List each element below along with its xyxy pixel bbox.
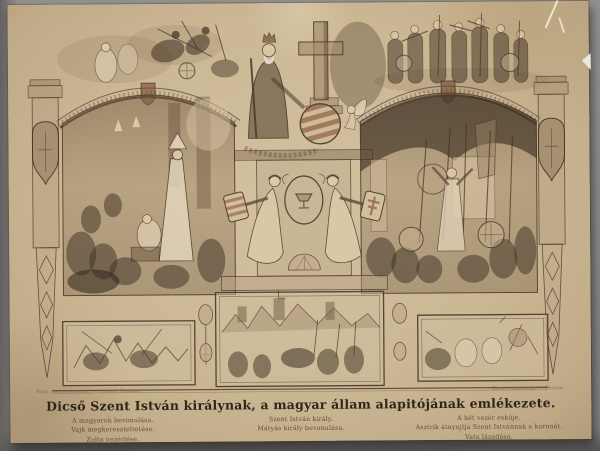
print-title: Dicső Szent István királynak, a magyar állam alapitójának emlékezete. <box>46 395 556 414</box>
caption-column-center <box>197 414 404 444</box>
caption-line: Szent István király. <box>268 415 333 424</box>
caption-line: Asztrik átnyujtja Szent Istvánnak a koronát. <box>415 423 563 432</box>
caption-line: Vajk megkereszteltetése. <box>71 426 155 435</box>
credit-right: Kiadó tulajdona. — Pesten. <box>491 385 566 392</box>
caption-columns <box>10 413 591 445</box>
caption-line: Vata lázadása. <box>465 433 513 441</box>
caption-line: Mátyás király bevonulása. <box>257 425 345 433</box>
paper-sheet <box>7 1 591 443</box>
caption-column-left <box>28 416 197 445</box>
caption-line: A magyarok bevonulása. <box>72 417 154 425</box>
lithograph-artwork <box>20 6 579 394</box>
caption-area <box>10 385 591 443</box>
scene-arrival-vignette <box>57 20 239 83</box>
caption-line: Zolta vezérlése. <box>86 435 140 444</box>
scene-crown-panel <box>360 92 537 293</box>
bottom-vignettes <box>62 288 548 387</box>
credit-left: Rajz. és kőre metsz. — nyomt. Pesten. <box>36 388 141 395</box>
caption-column-right <box>404 413 573 442</box>
scene-baptism-panel <box>62 94 235 295</box>
caption-line: A hét vezér esküje. <box>457 414 521 422</box>
scene-oath-vignette <box>374 12 551 94</box>
paper-edge-notch <box>581 53 591 70</box>
